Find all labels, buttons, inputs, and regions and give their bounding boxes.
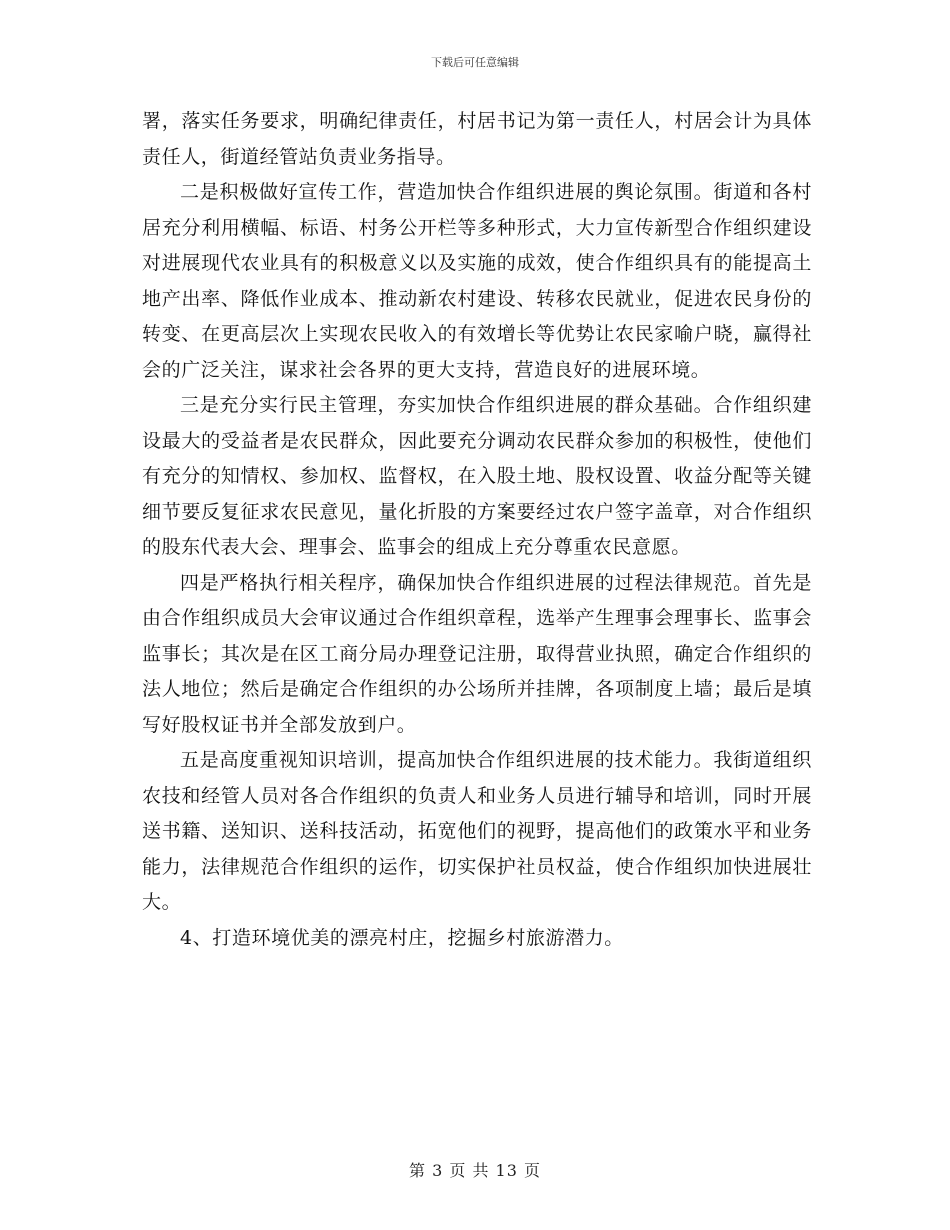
document-body: [142, 104, 812, 956]
paragraph-democratic-management: 三是充分实行民主管理，夯实加快合作组织进展的群众基础。合作组织建设最大的受益者是农民群众，因此要充分调动农民群众参加的积极性，使他们有充分的知情权、参加权、监督权，在入股土地、股权设置、收益分配等关键细节要反复征求农民意见，量化折股的方案要经过农户签字盖章，对合作组织的股东代表大会、理事会、监事会的组成上充分尊重农民意愿。: [142, 394, 812, 558]
page-header: 下载后可任意编辑: [431, 56, 519, 69]
paragraph-heading-village: 4、打造环境优美的漂亮村庄，挖掘乡村旅游潜力。: [180, 926, 624, 949]
paragraph-publicity: 二是积极做好宣传工作，营造加快合作组织进展的舆论氛围。街道和各村居充分利用横幅、标语、村务公开栏等多种形式，大力宣传新型合作组织建设对进展现代农业具有的积极意义以及实施的成效，使合作组织具有的能提高土地产出率、降低作业成本、推动新农村建设、转移农民就业，促进农民身份的转变、在更高层次上实现农民收入的有效增长等优势让农民家喻户晓，赢得社会的广泛关注，谋求社会各界的更大支持，营造良好的进展环境。: [142, 181, 812, 381]
paragraph-legal-procedures: 四是严格执行相关程序，确保加快合作组织进展的过程法律规范。首先是由合作组织成员大会审议通过合作组织章程，选举产生理事会理事长、监事会监事长；其次是在区工商分局办理登记注册，取得营业执照，确定合作组织的法人地位；然后是确定合作组织的办公场所并挂牌，各项制度上墙；最后是填写好股权证书并全部发放到户。: [142, 571, 812, 736]
paragraph-training: 五是高度重视知识培训，提高加快合作组织进展的技术能力。我街道组织农技和经管人员对各合作组织的负责人和业务人员进行辅导和培训，同时开展送书籍、送知识、送科技活动，拓宽他们的视野，提高他们的政策水平和业务能力，法律规范合作组织的运作，切实保护社员权益，使合作组织加快进展壮大。: [142, 749, 812, 913]
paragraph-continuation: 署，落实任务要求，明确纪律责任，村居书记为第一责任人，村居会计为具体责任人，街道经管站负责业务指导。: [142, 110, 812, 168]
page-number-footer: 第 3 页 共 13 页: [409, 1161, 541, 1180]
